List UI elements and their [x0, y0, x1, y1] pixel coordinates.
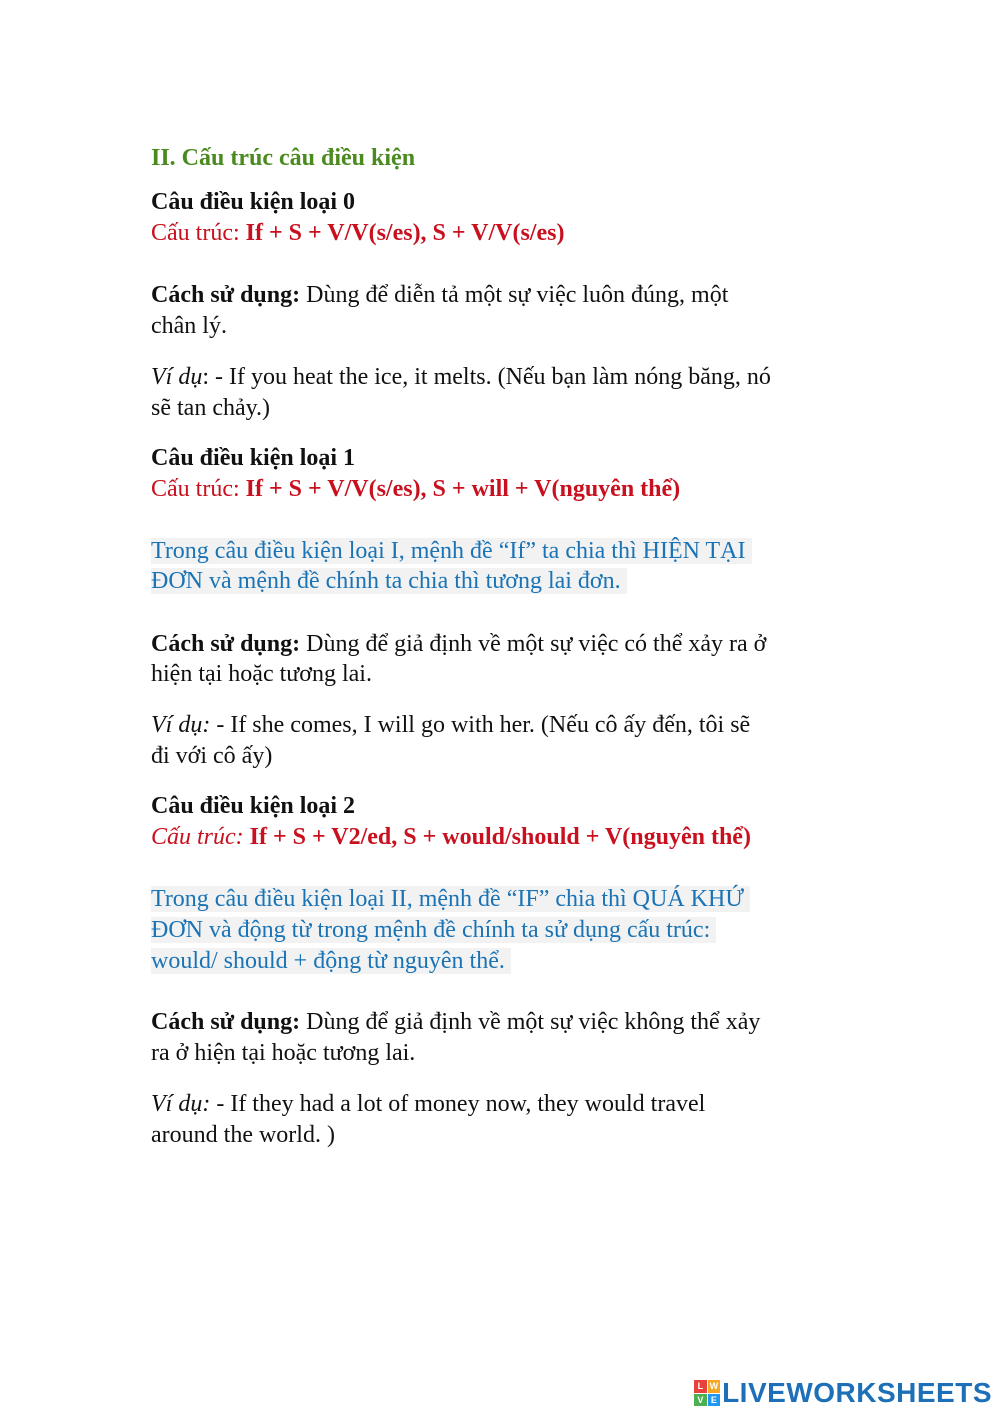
type2-usage-label: Cách sử dụng:: [151, 1009, 301, 1035]
type2-example-cont: around the world. ): [151, 1122, 335, 1148]
type2-note: [151, 884, 750, 914]
type0-heading: Câu điều kiện loại 0: [151, 189, 356, 215]
type2-example: [151, 1089, 705, 1119]
type1-example: [151, 710, 750, 740]
type2-usage-cont: ra ở hiện tại hoặc tương lai.: [151, 1040, 416, 1066]
type2-heading: Câu điều kiện loại 2: [151, 793, 356, 819]
logo-letter-e: E: [708, 1394, 721, 1407]
type1-structure-formula: If + S + V/V(s/es), S + will + V(nguyên thể): [245, 476, 681, 502]
type0-usage-text: Dùng để diễn tả một sự việc luôn đúng, một: [300, 282, 729, 308]
logo-letter-l: L: [694, 1380, 707, 1393]
liveworksheets-logo-icon: [694, 1380, 720, 1406]
section-title: II. Cấu trúc câu điều kiện: [151, 145, 416, 171]
type1-note-line2: ĐƠN và mệnh đề chính ta chia thì tương lai đơn.: [151, 568, 627, 594]
type0-example-text: : - If you heat the ice, it melts. (Nếu bạn làm nóng băng, nó: [202, 364, 771, 390]
type2-structure: [151, 822, 751, 852]
type2-note-line1: Trong câu điều kiện loại II, mệnh đề “IF” chia thì QUÁ KHỨ: [151, 886, 750, 912]
type2-usage-text: Dùng để giả định về một sự việc không thể xảy: [300, 1009, 761, 1035]
type0-example-label: Ví dụ: [151, 364, 203, 390]
type2-note-cont2: [151, 946, 511, 976]
type1-note-line1: Trong câu điều kiện loại I, mệnh đề “If” ta chia thì HIỆN TẠI: [151, 538, 752, 564]
type2-note-line3: would/ should + động từ nguyên thể.: [151, 948, 511, 974]
type1-example-cont: đi với cô ấy): [151, 743, 273, 769]
type1-example-label: Ví dụ:: [151, 712, 211, 738]
type1-usage-text: Dùng để giả định về một sự việc có thể xảy ra ở: [300, 631, 767, 657]
type1-structure-label: Cấu trúc:: [151, 476, 246, 502]
type0-usage-cont: chân lý.: [151, 313, 227, 339]
type0-usage: [151, 280, 728, 310]
type1-note-cont: [151, 566, 627, 596]
liveworksheets-brand[interactable]: [694, 1378, 992, 1408]
type1-note: [151, 536, 752, 566]
type2-structure-label: Cấu trúc:: [151, 824, 250, 850]
type0-structure: [151, 218, 564, 248]
type1-example-text: - If she comes, I will go with her. (Nếu cô ấy đến, tôi sẽ: [210, 712, 751, 738]
logo-letter-w: W: [709, 1381, 719, 1391]
brand-name: LIVEWORKSHEETS: [722, 1377, 992, 1408]
type0-example-cont: sẽ tan chảy.): [151, 395, 271, 421]
type0-structure-label: Cấu trúc:: [151, 220, 246, 246]
type2-note-line2: ĐƠN và động từ trong mệnh đề chính ta sử dụng cấu trúc:: [151, 917, 716, 943]
type2-note-cont: [151, 915, 716, 945]
type0-example: [151, 362, 771, 392]
type1-heading: Câu điều kiện loại 1: [151, 445, 356, 471]
type1-structure: [151, 474, 680, 504]
type1-usage: [151, 629, 766, 659]
type2-example-text: - If they had a lot of money now, they would travel: [210, 1091, 706, 1117]
type0-structure-formula: If + S + V/V(s/es), S + V/V(s/es): [245, 220, 565, 246]
type2-example-label: Ví dụ:: [151, 1091, 211, 1117]
type2-usage: [151, 1007, 760, 1037]
type2-structure-formula: If + S + V2/ed, S + would/should + V(nguyên thể): [249, 824, 751, 850]
type1-usage-label: Cách sử dụng:: [151, 631, 301, 657]
type0-usage-label: Cách sử dụng:: [151, 282, 301, 308]
logo-letter-v: V: [694, 1394, 707, 1407]
type1-usage-cont: hiện tại hoặc tương lai.: [151, 661, 372, 687]
